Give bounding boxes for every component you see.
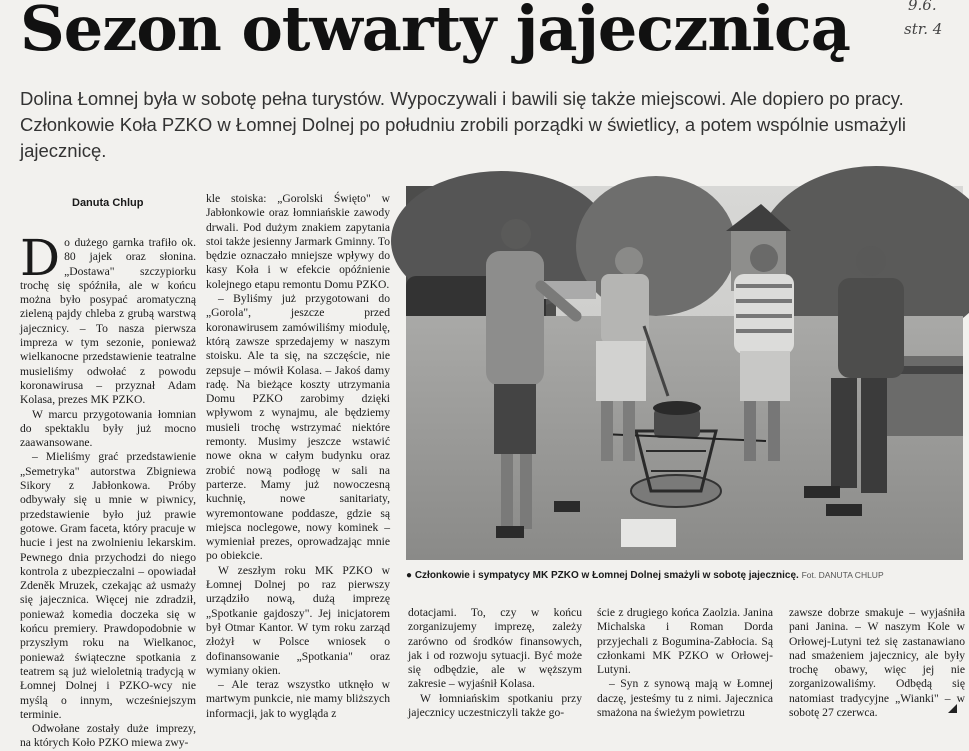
handwritten-page: str. 4 [904, 20, 943, 38]
paragraph: – Mieliśmy grać przedstawienie „Semetryka" autorstwa Zbigniewa Sikory z Jabłonkowa. Próby odbywały się u mnie w piwnicy, przedstawienie było już prawie gotowe. Gram faceta, który pracuje w hucie i jest na zwolnieniu lekarskim. Pewnego dnia przychodzi do niego kontrola z ubezpieczalni – opowiadał Zdeněk Mruzek, czekając aż usmaży się jajecznica. Więcej nie zdradził, ponieważ komedia doczeka się w końcu premiery. Prawdopodobnie w przyszłym roku na Wielkanoc, ponieważ świąteczne spotkania z teatrem są już wieloletnią tradycją w Łomnej Dolnej i PZKO-wcy nie myślą o innym, wcześniejszym terminie. [20, 450, 196, 721]
article-column-1 [20, 229, 196, 750]
drop-cap: D [20, 229, 61, 287]
article-column-3 [408, 606, 582, 720]
paragraph: W łomniańskim spotkaniu przy jajecznicy uczestniczyli także go- [408, 691, 582, 720]
paragraph: ście z drugiego końca Zaolzia. Janina Michalska i Roman Dorda przyjechali z Bogumina-Zabłocia. Są członkami MK PZKO w Orłowej-Lutyni. [597, 606, 773, 677]
paragraph: dotacjami. To, czy w końcu zorganizujemy imprezę, zależy zarówno od środków finansowych, jak i od rozwoju sytuacji. Być może się odbędzie, ale w węższym zakresie – wyjaśnił Kolasa. [408, 606, 582, 691]
paragraph: kle stoiska: „Gorolski Święto" w Jabłonkowie oraz łomniańskie zawody drwali. Pod dużym znakiem zapytania stoi także jesienny Jarmark Gminny. To będzie oznaczało mniejsze wpływy do kasy Koła i w efekcie opóźnienie kolejnego etapu remontu Domu PZKO. [206, 192, 390, 291]
paragraph: – Byliśmy już przygotowani do „Gorola", jeszcze przed koronawirusem zamówiliśmy miodulę, którą zawsze sprzedajemy w naszym stoisku. Ale ta się, na szczęście, nie zepsuje – mówił Kolasa. – Jakoś damy radę. Na bieżące koszty utrzymania Domu PZKO zarobimy dzięki wpływom z wynajmu, ale będziemy musieli trochę wstrzymać niektóre remonty. Musimy jeszcze wstawić nowe okna w całym budynku oraz zrobić nową podłogę w sali na parterze. Mamy już nowoczesną kuchnię, nowe sanitariaty, wyremontowane poddasze, gdzie są miejsca noclegowe, nowy kominek – wymieniał prezes, oprowadzając mnie po obiekcie. [206, 292, 390, 563]
caption-text: Członkowie i sympatycy MK PZKO w Łomnej Dolnej smażyli w sobotę jajecznicę. [414, 570, 799, 581]
photo-credit: Fot. DANUTA CHLUP [801, 570, 884, 580]
headline: Sezon otwarty jajecznicą [20, 0, 850, 65]
handwritten-note [900, 0, 966, 44]
caption-bullet: ● [406, 570, 415, 581]
article-column-4 [597, 606, 773, 720]
paragraph: o dużego garnka trafiło ok. 80 jajek oraz słonina. „Dostawa" szczypiorku trochę się spóźniła, ale w końcu można było posypać aromatyczną zieleną pajdy chleba z grubą warstwą jajecznicy. – To nasza pierwsza impreza w tym sezonie, ponieważ wielkanocne przedstawienie teatralne musieliśmy odwołać z powodu koronawirusa – przyznał Adam Kolasa, prezes MK PZKO. [20, 236, 196, 407]
paragraph: W marcu przygotowania łomnian do spektaklu były już mocno zaawansowane. [20, 407, 196, 450]
article-column-2 [206, 192, 390, 720]
lead-paragraph: Dolina Łomnej była w sobotę pełna turystów. Wypoczywali i bawili się także miejscowi. Ale dopiero po pracy. Członkowie Koła PZKO w Łomnej Dolnej po południu zrobili porządki w świetlicy, a potem wspólnie usmażyli jajecznicę. [20, 88, 906, 161]
paragraph: W zeszłym roku MK PZKO w Łomnej Dolnej po raz pierwszy urządziło nową, dużą imprezę „Spotkanie gajdoszy". Jej inicjatorem był Otmar Kantor. W tym roku zarząd złożył w Polsce wniosek o dofinansowanie „Spotkania" oraz wymiany okien. [206, 563, 390, 677]
photo-caption [406, 570, 963, 581]
paragraph: – Syn z synową mają w Łomnej daczę, jesteśmy tu z nimi. Jajecznica smażona na świeżym powietrzu [597, 677, 773, 720]
paragraph: – Ale teraz wszystko utknęło w martwym punkcie, nie mamy bliższych informacji, jak to wygląda z [206, 678, 390, 720]
article-column-5 [789, 606, 965, 720]
end-of-article-mark [948, 704, 957, 713]
paragraph: zawsze dobrze smakuje – wyjaśniła pani Janina. – W naszym Kole w Orłowej-Lutyni też się zastanawiano nad smażeniem jajecznicy, ale były trochę obawy, więc jej nie zorganizowaliśmy. Odbędą się natomiast tradycyjne „Wianki" – w sobotę 27 czerwca. [789, 606, 965, 720]
handwritten-date: 9.6. [908, 0, 937, 14]
photo-men-cooking-scrambled-eggs [406, 186, 963, 560]
byline: Danuta Chlup [72, 197, 144, 209]
paragraph: Odwołane zostały duże imprezy, na których Koło PZKO miewa zwy- [20, 722, 196, 750]
